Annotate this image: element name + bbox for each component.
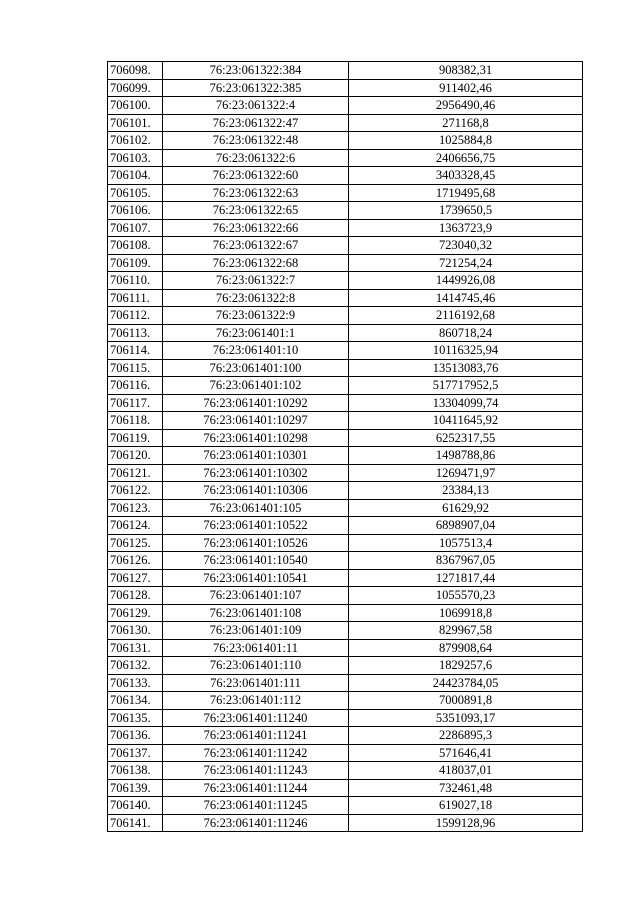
- cadastral-number-cell: 76:23:061401:108: [163, 604, 349, 622]
- row-number-cell: 706119.: [108, 429, 163, 447]
- table-row: [108, 342, 583, 360]
- cadastral-value-cell: 1363723,9: [349, 219, 583, 237]
- cadastral-value-cell: 8367967,05: [349, 552, 583, 570]
- cadastral-number-cell: 76:23:061401:10: [163, 342, 349, 360]
- table-body: [108, 62, 583, 832]
- table-row: [108, 692, 583, 710]
- table-row: [108, 167, 583, 185]
- table-row: [108, 517, 583, 535]
- table-row: [108, 709, 583, 727]
- cadastral-number-cell: 76:23:061322:384: [163, 62, 349, 80]
- row-number-cell: 706136.: [108, 727, 163, 745]
- cadastral-number-cell: 76:23:061322:66: [163, 219, 349, 237]
- table-row: [108, 132, 583, 150]
- cadastral-value-cell: 418037,01: [349, 762, 583, 780]
- cadastral-value-cell: 721254,24: [349, 254, 583, 272]
- cadastral-number-cell: 76:23:061401:102: [163, 377, 349, 395]
- cadastral-value-cell: 6898907,04: [349, 517, 583, 535]
- table-row: [108, 394, 583, 412]
- cadastral-value-cell: 3403328,45: [349, 167, 583, 185]
- table-row: [108, 797, 583, 815]
- cadastral-value-cell: 2956490,46: [349, 97, 583, 115]
- cadastral-number-cell: 76:23:061401:11242: [163, 744, 349, 762]
- table-row: [108, 202, 583, 220]
- cadastral-value-cell: 1055570,23: [349, 587, 583, 605]
- table-row: [108, 534, 583, 552]
- cadastral-value-cell: 23384,13: [349, 482, 583, 500]
- table-row: [108, 62, 583, 80]
- table-row: [108, 779, 583, 797]
- cadastral-number-cell: 76:23:061322:6: [163, 149, 349, 167]
- cadastral-value-cell: 7000891,8: [349, 692, 583, 710]
- cadastral-number-cell: 76:23:061401:10298: [163, 429, 349, 447]
- cadastral-value-cell: 13513083,76: [349, 359, 583, 377]
- cadastral-number-cell: 76:23:061401:110: [163, 657, 349, 675]
- cadastral-number-cell: 76:23:061401:111: [163, 674, 349, 692]
- row-number-cell: 706114.: [108, 342, 163, 360]
- cadastral-number-cell: 76:23:061322:48: [163, 132, 349, 150]
- cadastral-number-cell: 76:23:061401:10306: [163, 482, 349, 500]
- cadastral-value-cell: 908382,31: [349, 62, 583, 80]
- table-row: [108, 604, 583, 622]
- cadastral-value-cell: 271168,8: [349, 114, 583, 132]
- cadastral-value-cell: 571646,41: [349, 744, 583, 762]
- cadastral-number-cell: 76:23:061401:11241: [163, 727, 349, 745]
- row-number-cell: 706126.: [108, 552, 163, 570]
- cadastral-value-cell: 1414745,46: [349, 289, 583, 307]
- row-number-cell: 706139.: [108, 779, 163, 797]
- table-row: [108, 639, 583, 657]
- cadastral-value-cell: 5351093,17: [349, 709, 583, 727]
- row-number-cell: 706115.: [108, 359, 163, 377]
- cadastral-value-cell: 2286895,3: [349, 727, 583, 745]
- cadastral-number-cell: 76:23:061322:63: [163, 184, 349, 202]
- cadastral-number-cell: 76:23:061401:10541: [163, 569, 349, 587]
- table-row: [108, 412, 583, 430]
- cadastral-number-cell: 76:23:061401:105: [163, 499, 349, 517]
- row-number-cell: 706132.: [108, 657, 163, 675]
- cadastral-number-cell: 76:23:061322:68: [163, 254, 349, 272]
- row-number-cell: 706102.: [108, 132, 163, 150]
- table-row: [108, 272, 583, 290]
- table-row: [108, 219, 583, 237]
- cadastral-number-cell: 76:23:061401:100: [163, 359, 349, 377]
- table-row: [108, 377, 583, 395]
- cadastral-value-cell: 829967,58: [349, 622, 583, 640]
- table-row: [108, 447, 583, 465]
- row-number-cell: 706123.: [108, 499, 163, 517]
- table-row: [108, 482, 583, 500]
- row-number-cell: 706124.: [108, 517, 163, 535]
- cadastral-value-table: [107, 61, 583, 832]
- table-row: [108, 324, 583, 342]
- cadastral-number-cell: 76:23:061322:9: [163, 307, 349, 325]
- cadastral-value-cell: 860718,24: [349, 324, 583, 342]
- cadastral-value-cell: 6252317,55: [349, 429, 583, 447]
- cadastral-value-cell: 1719495,68: [349, 184, 583, 202]
- cadastral-value-cell: 732461,48: [349, 779, 583, 797]
- cadastral-value-cell: 10411645,92: [349, 412, 583, 430]
- row-number-cell: 706098.: [108, 62, 163, 80]
- table-row: [108, 237, 583, 255]
- row-number-cell: 706107.: [108, 219, 163, 237]
- row-number-cell: 706104.: [108, 167, 163, 185]
- row-number-cell: 706122.: [108, 482, 163, 500]
- table-row: [108, 307, 583, 325]
- cadastral-value-cell: 10116325,94: [349, 342, 583, 360]
- cadastral-number-cell: 76:23:061401:107: [163, 587, 349, 605]
- cadastral-value-cell: 2406656,75: [349, 149, 583, 167]
- row-number-cell: 706141.: [108, 814, 163, 832]
- cadastral-number-cell: 76:23:061401:11240: [163, 709, 349, 727]
- table-row: [108, 254, 583, 272]
- table-row: [108, 657, 583, 675]
- table-row: [108, 587, 583, 605]
- cadastral-number-cell: 76:23:061401:11243: [163, 762, 349, 780]
- cadastral-number-cell: 76:23:061322:47: [163, 114, 349, 132]
- row-number-cell: 706113.: [108, 324, 163, 342]
- row-number-cell: 706127.: [108, 569, 163, 587]
- cadastral-number-cell: 76:23:061322:67: [163, 237, 349, 255]
- row-number-cell: 706116.: [108, 377, 163, 395]
- cadastral-value-cell: 2116192,68: [349, 307, 583, 325]
- cadastral-value-cell: 24423784,05: [349, 674, 583, 692]
- cadastral-value-cell: 911402,46: [349, 79, 583, 97]
- table-row: [108, 79, 583, 97]
- row-number-cell: 706103.: [108, 149, 163, 167]
- cadastral-number-cell: 76:23:061401:10526: [163, 534, 349, 552]
- cadastral-value-cell: 619027,18: [349, 797, 583, 815]
- cadastral-number-cell: 76:23:061401:10297: [163, 412, 349, 430]
- table-row: [108, 744, 583, 762]
- row-number-cell: 706138.: [108, 762, 163, 780]
- row-number-cell: 706137.: [108, 744, 163, 762]
- row-number-cell: 706101.: [108, 114, 163, 132]
- table-row: [108, 429, 583, 447]
- cadastral-number-cell: 76:23:061401:112: [163, 692, 349, 710]
- cadastral-value-cell: 517717952,5: [349, 377, 583, 395]
- cadastral-value-cell: 723040,32: [349, 237, 583, 255]
- cadastral-number-cell: 76:23:061401:109: [163, 622, 349, 640]
- table-row: [108, 762, 583, 780]
- table-row: [108, 622, 583, 640]
- row-number-cell: 706140.: [108, 797, 163, 815]
- table-row: [108, 149, 583, 167]
- row-number-cell: 706131.: [108, 639, 163, 657]
- cadastral-number-cell: 76:23:061401:11: [163, 639, 349, 657]
- row-number-cell: 706130.: [108, 622, 163, 640]
- cadastral-value-cell: 879908,64: [349, 639, 583, 657]
- row-number-cell: 706121.: [108, 464, 163, 482]
- table-row: [108, 499, 583, 517]
- table-row: [108, 727, 583, 745]
- row-number-cell: 706135.: [108, 709, 163, 727]
- cadastral-value-cell: 1069918,8: [349, 604, 583, 622]
- row-number-cell: 706117.: [108, 394, 163, 412]
- table-row: [108, 97, 583, 115]
- cadastral-number-cell: 76:23:061322:385: [163, 79, 349, 97]
- cadastral-value-cell: 1829257,6: [349, 657, 583, 675]
- row-number-cell: 706100.: [108, 97, 163, 115]
- row-number-cell: 706099.: [108, 79, 163, 97]
- row-number-cell: 706108.: [108, 237, 163, 255]
- cadastral-number-cell: 76:23:061322:8: [163, 289, 349, 307]
- row-number-cell: 706106.: [108, 202, 163, 220]
- cadastral-number-cell: 76:23:061322:4: [163, 97, 349, 115]
- cadastral-value-cell: 1739650,5: [349, 202, 583, 220]
- row-number-cell: 706111.: [108, 289, 163, 307]
- row-number-cell: 706133.: [108, 674, 163, 692]
- cadastral-number-cell: 76:23:061401:1: [163, 324, 349, 342]
- cadastral-value-cell: 1271817,44: [349, 569, 583, 587]
- row-number-cell: 706129.: [108, 604, 163, 622]
- cadastral-number-cell: 76:23:061401:11245: [163, 797, 349, 815]
- cadastral-value-cell: 1025884,8: [349, 132, 583, 150]
- table-row: [108, 289, 583, 307]
- row-number-cell: 706109.: [108, 254, 163, 272]
- cadastral-value-cell: 1498788,86: [349, 447, 583, 465]
- row-number-cell: 706118.: [108, 412, 163, 430]
- cadastral-value-cell: 13304099,74: [349, 394, 583, 412]
- table-row: [108, 464, 583, 482]
- cadastral-number-cell: 76:23:061322:65: [163, 202, 349, 220]
- cadastral-number-cell: 76:23:061401:10301: [163, 447, 349, 465]
- cadastral-value-cell: 61629,92: [349, 499, 583, 517]
- row-number-cell: 706112.: [108, 307, 163, 325]
- table-row: [108, 359, 583, 377]
- cadastral-number-cell: 76:23:061322:60: [163, 167, 349, 185]
- row-number-cell: 706134.: [108, 692, 163, 710]
- cadastral-number-cell: 76:23:061401:10292: [163, 394, 349, 412]
- cadastral-number-cell: 76:23:061401:11246: [163, 814, 349, 832]
- row-number-cell: 706110.: [108, 272, 163, 290]
- table-row: [108, 552, 583, 570]
- table-row: [108, 814, 583, 832]
- table-row: [108, 114, 583, 132]
- cadastral-value-cell: 1269471,97: [349, 464, 583, 482]
- cadastral-number-cell: 76:23:061322:7: [163, 272, 349, 290]
- row-number-cell: 706128.: [108, 587, 163, 605]
- cadastral-number-cell: 76:23:061401:10302: [163, 464, 349, 482]
- cadastral-value-cell: 1449926,08: [349, 272, 583, 290]
- cadastral-number-cell: 76:23:061401:10540: [163, 552, 349, 570]
- table-row: [108, 674, 583, 692]
- row-number-cell: 706125.: [108, 534, 163, 552]
- cadastral-number-cell: 76:23:061401:10522: [163, 517, 349, 535]
- row-number-cell: 706120.: [108, 447, 163, 465]
- row-number-cell: 706105.: [108, 184, 163, 202]
- table-row: [108, 569, 583, 587]
- cadastral-value-cell: 1599128,96: [349, 814, 583, 832]
- cadastral-value-cell: 1057513,4: [349, 534, 583, 552]
- table-row: [108, 184, 583, 202]
- cadastral-number-cell: 76:23:061401:11244: [163, 779, 349, 797]
